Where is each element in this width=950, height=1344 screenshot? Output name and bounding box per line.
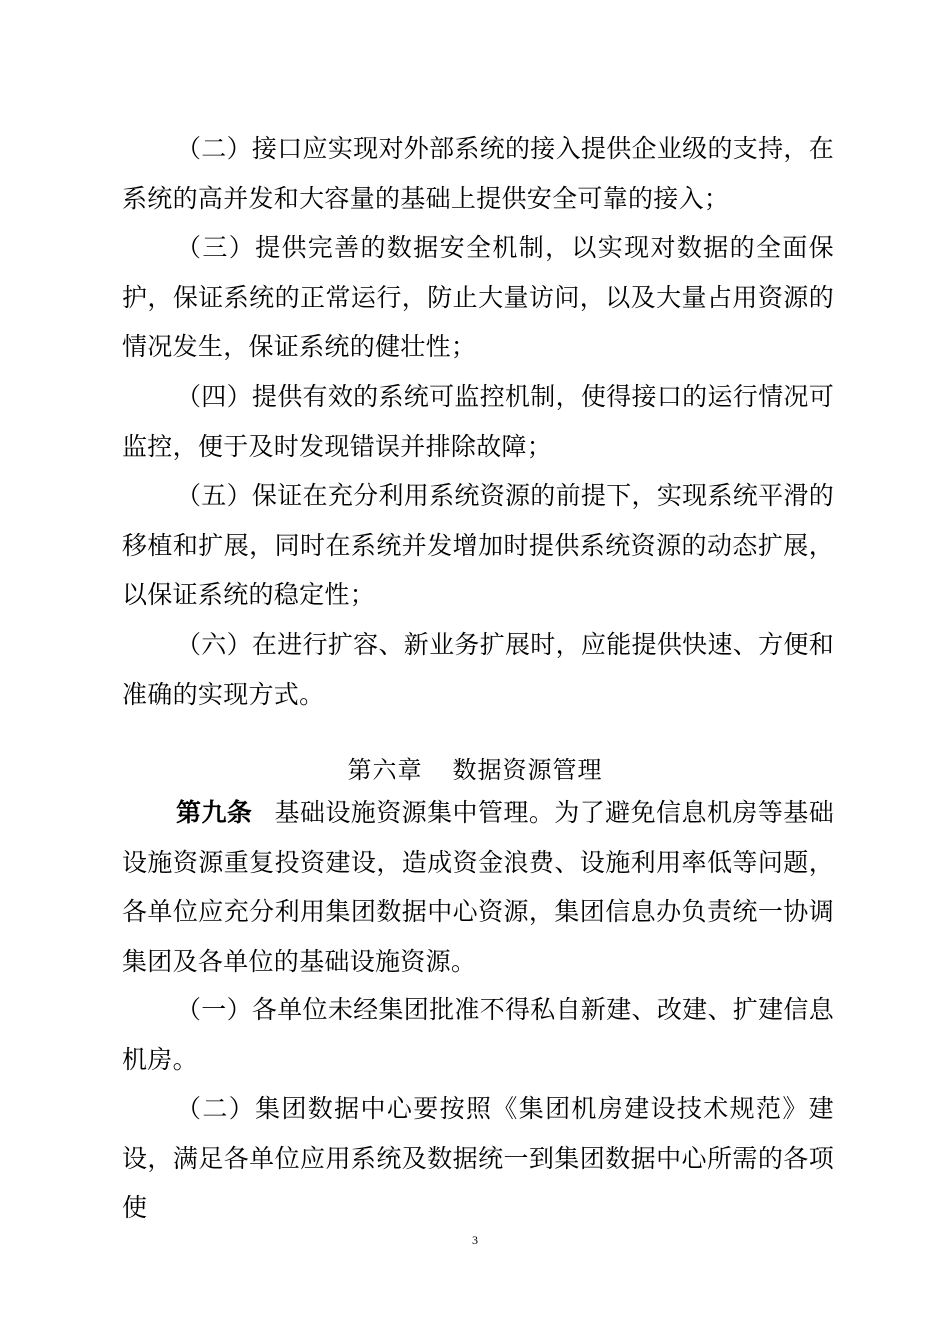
- paragraph-expansion: （六）在进行扩容、新业务扩展时，应能提供快速、方便和准确的实现方式。: [122, 630, 834, 709]
- paragraph-data-security: （三）提供完善的数据安全机制，以实现对数据的全面保护，保证系统的正常运行，防止大量访问，以及大量占用资源的情况发生，保证系统的健壮性；: [122, 233, 834, 362]
- chapter-title: 数据资源管理: [452, 756, 603, 784]
- paragraph-monitoring: （四）提供有效的系统可监控机制，使得接口的运行情况可监控，便于及时发现错误并排除故障；: [122, 382, 834, 461]
- chapter-number: 第六章: [347, 756, 423, 784]
- paragraph-no-private-rooms: （一）各单位未经集团批准不得私自新建、改建、扩建信息机房。: [122, 995, 834, 1074]
- article-label: 第九条: [176, 798, 253, 827]
- paragraph-scalability: （五）保证在充分利用系统资源的前提下，实现系统平滑的移植和扩展，同时在系统并发增加时提供系统资源的动态扩展，以保证系统的稳定性；: [122, 481, 834, 610]
- page-number: 3: [472, 1233, 478, 1247]
- chapter-heading: [0, 754, 950, 786]
- article-text: 基础设施资源集中管理。为了避免信息机房等基础设施资源重复投资建设，造成资金浪费、设施利用率低等问题，各单位应充分利用集团数据中心资源，集团信息办负责统一协调集团及各单位的基础设施资源。: [122, 798, 834, 976]
- paragraph-data-center-standards: （二）集团数据中心要按照《集团机房建设技术规范》建设，满足各单位应用系统及数据统一到集团数据中心所需的各项使: [122, 1094, 834, 1223]
- paragraph-interface-access: （二）接口应实现对外部系统的接入提供企业级的支持，在系统的高并发和大容量的基础上提供安全可靠的接入；: [122, 134, 834, 213]
- article-nine: [122, 788, 834, 986]
